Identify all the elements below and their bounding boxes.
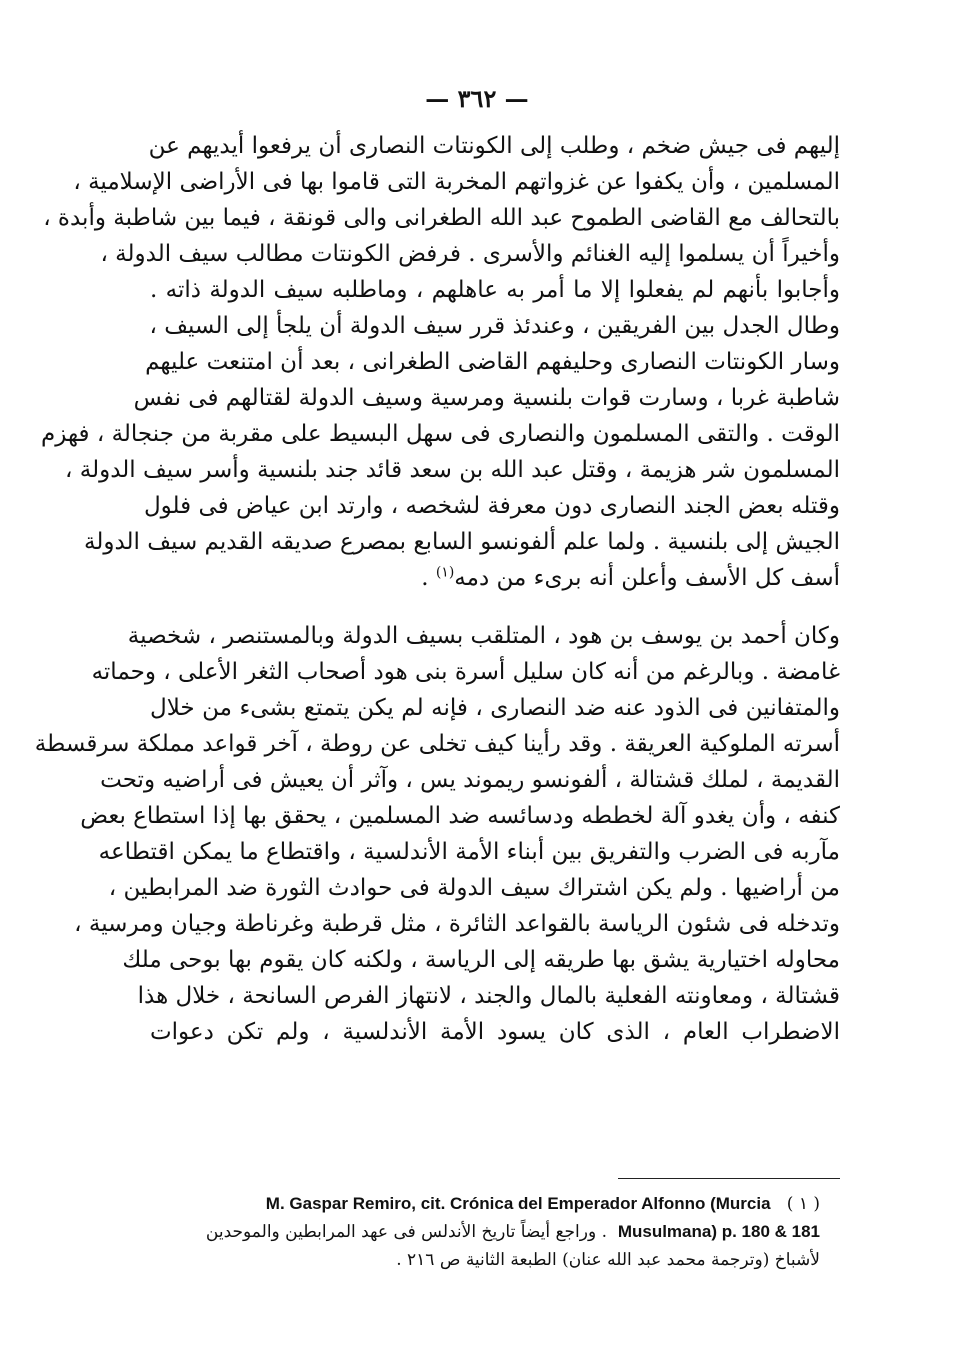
text-fragment: . <box>421 565 436 591</box>
text-line: وأخيراً أن يسلموا إليه الغنائم والأسرى . فرفض الكونتات مطالب سيف الدولة ، <box>100 241 840 267</box>
text-line: وسار الكونتات النصارى وحليفهم القاضى الطغرانى ، بعد أن امتنعت عليهم <box>145 349 840 375</box>
footnote-marker: ( ١ ) <box>786 1194 820 1214</box>
text-line: وأجابوا بأنهم لم يفعلوا إلا ما أمر به عاهلهم ، وماطلبه سيف الدولة ذاته . <box>150 277 840 303</box>
footnote-divider <box>618 1178 840 1179</box>
text-line: وقتله بعض الجند النصارى دون معرفة لشخصه ، وارتد ابن عياض فى فلول <box>143 493 840 519</box>
footnote-line <box>130 1190 820 1218</box>
text-line: الوقت . والتقى المسلمون والنصارى فى سهل البسيط على مقربة من جنجالة ، فهزم <box>41 421 840 447</box>
paragraph-gap <box>150 596 840 618</box>
text-line: قشتالة ، ومعاونته الفعلية بالمال والجند ، لانتهاز الفرص السانحة ، خلال هذا <box>137 983 840 1009</box>
paragraph-2 <box>34 618 840 1050</box>
text-line: الجيش إلى بلنسية . ولما علم ألفونسو السابع بمصرع صديقه القديم سيف الدولة <box>84 529 840 555</box>
text-line: مآربه فى الضرب والتفريق بين أبناء الأمة الأندلسية ، واقتطاع ما يمكن اقتطاعه <box>98 839 840 865</box>
text-line: شاطبة غربا ، وسارت قوات بلنسية ومرسية وسيف الدولة لقتالهم فى نفس <box>133 385 840 411</box>
text-line: أسرته الملوكية العريقة . وقد رأينا كيف تخلى عن روطة ، آخر قواعد مملكة سرقسطة <box>34 731 840 757</box>
text-fragment: أسف كل الأسف وأعلن أنه برىء من دمه <box>454 565 840 591</box>
text-line: وطال الجدل بين الفريقين ، وعندئذ قرر سيف الدولة أن يلجأ إلى السيف ، <box>149 313 840 339</box>
text-line: المسلمين ، وأن يكفوا عن غزواتهم المخربة التى قاموا بها فى الأراضى الإسلامية ، <box>73 169 840 195</box>
page-number: — ٣٦٢ — <box>425 84 529 113</box>
footnote-ref[interactable]: (١) <box>435 564 455 581</box>
text-line: القديمة ، لملك قشتالة ، ألفونسو ريموند يس ، وآثر أن يعيش فى أراضيه وتحت <box>100 767 840 793</box>
text-line-last <box>150 560 840 596</box>
body-text <box>34 128 840 1050</box>
footnote-citation: M. Gaspar Remiro, cit. Crónica del Emperador Alfonno (Murcia <box>265 1194 771 1213</box>
text-line: من أراضيها . ولم يكن اشتراك سيف الدولة فى حوادث الثورة ضد المرابطين ، <box>108 875 840 901</box>
footnotes <box>130 1190 820 1274</box>
text-line: بالتحالف مع القاضى الطموح عبد الله الطغرانى والى قونقة ، فيما بين شاطبة وأبدة ، <box>43 205 840 231</box>
text-line: الاضطراب العام ، الذى كان يسود الأمة الأندلسية ، ولم تكن دعوات <box>150 1019 840 1045</box>
text-line: كنفه ، وأن يغدو آلة لخططه ودسائسه ضد المسلمين ، يحقق بها إذا استطاع بعض <box>80 803 840 829</box>
footnote-line: لأشباخ (وترجمة محمد عبد الله عنان) الطبعة الثانية ص ٢١٦ . <box>396 1250 820 1270</box>
footnote-text: . وراجع أيضاً تاريخ الأندلس فى عهد المرابطين والموحدين <box>205 1222 607 1242</box>
text-line: غامضة . وبالرغم من أنه كان سليل أسرة بنى هود أصحاب الثغر الأعلى ، وحماته <box>91 659 840 685</box>
text-line: وتدخله فى شئون الرياسة بالقواعد الثائرة ، مثل قرطبة وغرناطة وجيان ومرسية ، <box>74 911 840 937</box>
text-line: محاوله اختيارية يشق بها طريقه إلى الرياسة ، ولكنه كان يقوم بها بوحى ملك <box>122 947 840 973</box>
footnote-line <box>130 1218 820 1246</box>
text-line: وكان أحمد بن يوسف بن هود ، المتلقب بسيف الدولة وبالمستنصر ، شخصية <box>127 623 840 649</box>
footnote-citation: Musulmana) p. 180 & 181 <box>617 1222 820 1241</box>
text-line: والمتفانين فى الذود عنه ضد النصارى ، فإنه لم يكن يتمتع بشىء من خلال <box>150 695 840 721</box>
text-line: المسلمون شر هزيمة ، وقتل عبد الله بن سعد قائد جند بلنسية وأسر سيف الدولة ، <box>65 457 840 483</box>
paragraph-1 <box>41 128 840 596</box>
text-line: إليهم فى جيش ضخم ، وطلب إلى الكونتات النصارى أن يرفعوا أيديهم عن <box>148 133 840 159</box>
